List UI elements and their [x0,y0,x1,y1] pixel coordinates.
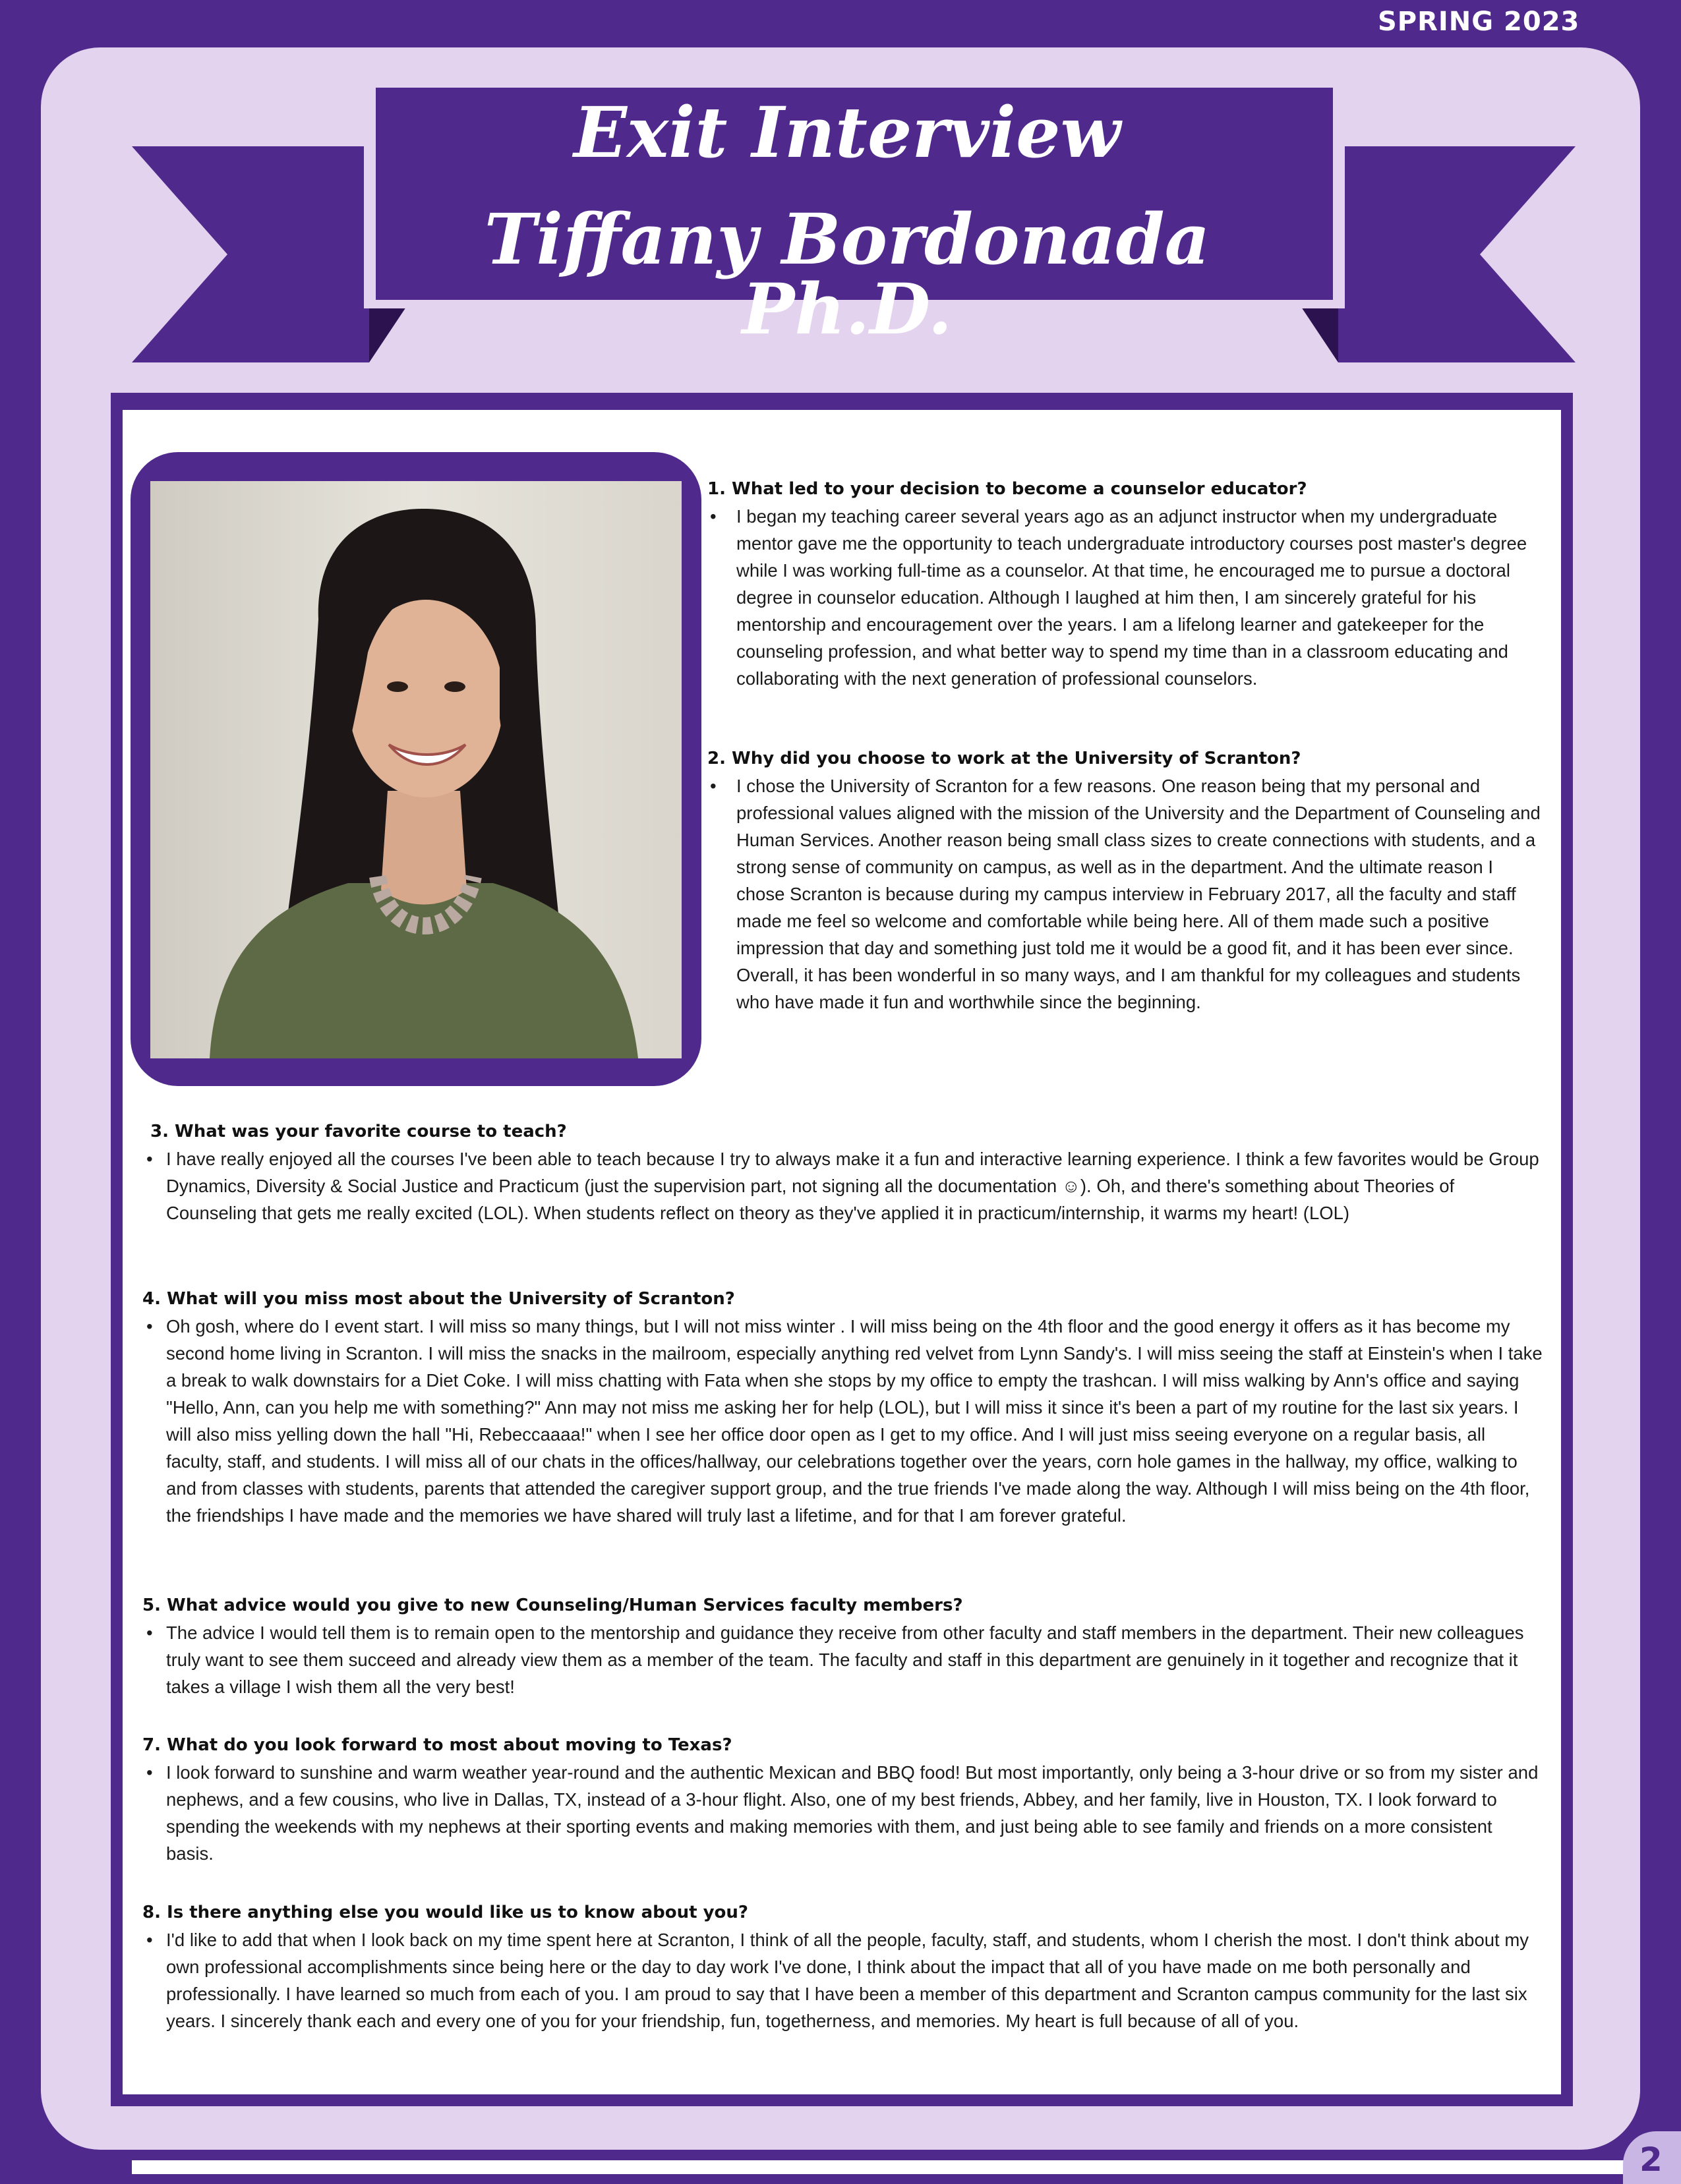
bullet-icon: • [146,1316,153,1336]
answer-4 [142,1313,1544,1529]
answer-8 [142,1926,1544,2034]
answer-5 [142,1619,1544,1700]
answer-2-text: I chose the University of Scranton for a few reasons. One reason being that my personal and professional values aligned with the mission of the University and the Department of Counseling and Human Services. Another reason being small class sizes to create connections with students, and a strong sense of community on campus, as well as in the department. And the ultimate reason I chose Scranton is because during my campus interview in February 2017, all the faculty and staff made me feel so welcome and comfortable while being here. All of them made such a positive impression that day and something just told me it would be a good fit, and it has been ever since. Overall, it has been wonderful in so many ways, and I am thankful for my colleagues and students who have made it fun and worthwhile since the beginning. [736,776,1541,1012]
footer-strip [132,2160,1641,2174]
title-heading: Exit Interview [574,91,1121,173]
answer-2 [707,772,1545,1016]
answer-8-text: I'd like to add that when I look back on my time spent here at Scranton, I think of all the people, faculty, staff, and students, whom I cherish the most. I don't think about my own professional accomplishments since being here or the day to day work I've done, I think about the impact that all of you have made on me both personally and professionally. I have learned so much from each of you. I am proud to say that I have been a member of this department and Scranton campus community for the last six years. I sincerely thank each and every one of you for your friendship, fun, togetherness, and memories. My heart is full because of all of you. [166,1930,1529,2031]
issue-season-label: SPRING 2023 [1378,7,1580,37]
portrait-illustration [150,481,682,1058]
question-7: 7. What do you look forward to most about moving to Texas? [142,1735,732,1755]
question-1: 1. What led to your decision to become a counselor educator? [707,479,1307,499]
bullet-icon: • [146,1623,153,1643]
question-4: 4. What will you miss most about the University of Scranton? [142,1289,735,1309]
question-5: 5. What advice would you give to new Counseling/Human Services faculty members? [142,1595,963,1615]
answer-4-text: Oh gosh, where do I event start. I will miss so many things, but I will not miss winter . I will miss being on the 4th floor and the good energy it offers as it has become my second home living in Scranton. I will miss the snacks in the mailroom, especially anything red velvet from Lynn Sandy's. I will miss seeing the staff at Einstein's when I take a break to walk downstairs for a Diet Coke. I will miss chatting with Fata when she stops by my office to empty the trashcan. I will miss walking by Ann's office and saying "Hello, Ann, can you help me with something?" Ann may not miss me asking her for help (LOL), but I will miss it since it's been a part of my routine for the last six years. I will also miss yelling down the hall "Hi, Rebeccaaaa!" when I see her office door open as I get to my office. And I will just miss seeing everyone on a regular basis, all faculty, staff, and students. I will miss all of our chats in the offices/hallway, our celebrations together over the years, corn hole games in the hallway, my office, walking to and from classes with students, parents that attended the caregiver support group, and the true friends I've made along the way. Although I will miss being on the 4th floor, the friendships I have made and the memories we have shared will truly last a lifetime, and for that I am forever grateful. [166,1316,1543,1526]
question-8: 8. Is there anything else you would like us to know about you? [142,1903,749,1922]
qa-section-5 [142,1592,1544,1700]
interviewee-name: Tiffany Bordonada Ph.D. [484,198,1210,350]
page-number-badge [1623,2131,1681,2184]
portrait-photo [150,481,682,1058]
answer-5-text: The advice I would tell them is to remain open to the mentorship and guidance they receive from other faculty and staff members in the department. Their new colleagues truly want to see them succeed and already view them as a member of the team. The faculty and staff in this department are genuinely in it together and recognize that it takes a village I wish them all the very best! [166,1623,1524,1697]
qa-section-7 [142,1732,1544,1867]
qa-section-2 [707,745,1545,1016]
bullet-icon: • [146,1149,153,1169]
qa-section-1 [707,476,1545,692]
portrait-frame [131,452,701,1086]
answer-7 [142,1759,1544,1867]
answer-3 [146,1145,1544,1226]
answer-3-text: I have really enjoyed all the courses I've been able to teach because I try to always make it a fun and interactive learning experience. I think a few favorites would be Group Dynamics, Diversity & Social Justice and Practicum (just the supervision part, not signing all the documentation ☺). Oh, and there's something about Theories of Counseling that gets me really excited (LOL). When students reflect on theory as they've applied it in practicum/internship, it warms my heart! (LOL) [166,1149,1539,1223]
answer-1 [707,503,1545,692]
page-number: 2 [1639,2141,1663,2179]
qa-section-4 [142,1286,1544,1529]
bullet-icon: • [146,1930,153,1950]
ribbon-left-tail [132,146,369,362]
ribbon-right-tail [1338,146,1576,362]
question-3: 3. What was your favorite course to teach? [150,1122,567,1141]
answer-1-text: I began my teaching career several years ago as an adjunct instructor when my undergraduate mentor gave me the opportunity to teach undergraduate introductory courses post master's degree while I was working full-time as a counselor. At that time, he encouraged me to pursue a doctoral degree in counselor education. Although I laughed at him then, I am sincerely grateful for his mentorship and encouragement over the years. I am a lifelong learner and gatekeeper for the counseling profession, and what better way to spend my time than in a classroom educating and collaborating with the next generation of professional counselors. [736,506,1527,689]
bullet-icon: • [710,506,717,527]
bullet-icon: • [146,1762,153,1783]
question-2: 2. Why did you choose to work at the University of Scranton? [707,749,1301,768]
qa-section-8 [142,1899,1544,2034]
bullet-icon: • [710,776,717,796]
qa-section-3 [146,1118,1544,1226]
answer-7-text: I look forward to sunshine and warm weather year-round and the authentic Mexican and BBQ food! But most importantly, only being a 3-hour drive or so from my sister and nephews, and a few cousins, who live in Dallas, TX, instead of a 3-hour flight. Also, one of my best friends, Abbey, and her family, live in Houston, TX. I look forward to spending the weekends with my nephews at their sporting events and making memories with them, and just being able to see family and friends on a more consistent basis. [166,1762,1539,1864]
